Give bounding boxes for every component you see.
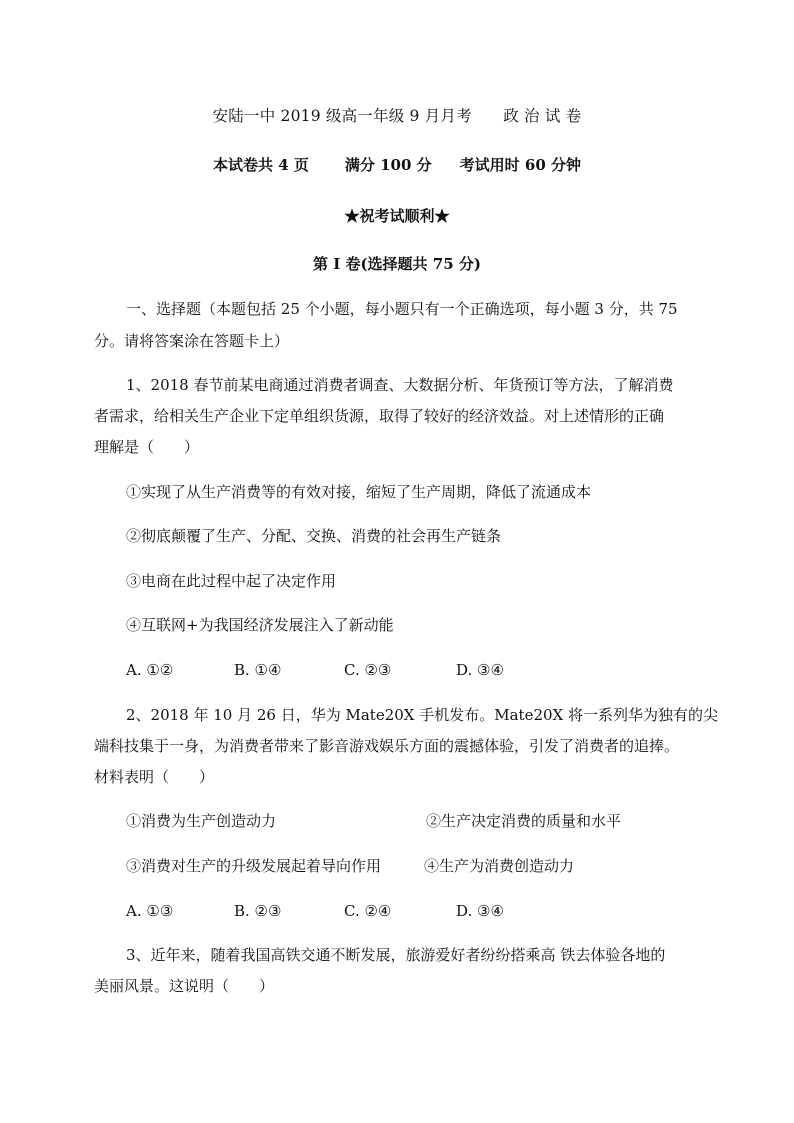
q2-option-c[interactable]: C. ②④ (344, 902, 392, 920)
q3-stem-line2: 美丽风景。这说明（ ） (94, 977, 275, 995)
q1-item-2: ②彻底颠覆了生产、分配、交换、消费的社会再生产链条 (126, 527, 502, 545)
section-title: 第 I 卷(选择题共 75 分) (313, 255, 481, 273)
q1-stem-line1: 1、2018 春节前某电商通过消费者调查、大数据分析、年货预订等方法，了解消费 (126, 376, 674, 394)
q2-stem-line1: 2、2018 年 10 月 26 日，华为 Mate20X 手机发布。Mate20X 将一系列华为独有的尖 (126, 706, 718, 724)
q2-option-a[interactable]: A. ①③ (126, 902, 174, 920)
page-count: 本试卷共 4 页 (213, 156, 309, 174)
q2-option-d[interactable]: D. ③④ (456, 902, 504, 920)
q1-option-a[interactable]: A. ①② (126, 661, 174, 679)
q2-item-3: ③消费对生产的升级发展起着导向作用 (126, 857, 382, 875)
exam-meta (0, 155, 794, 175)
q1-stem-line2: 者需求，给相关生产企业下定单组织货源，取得了较好的经济效益。对上述情形的正确 (94, 407, 665, 425)
q2-item-2: ②生产决定消费的质量和水平 (426, 812, 622, 830)
q3-stem-line1: 3、近年来，随着我国高铁交通不断发展，旅游爱好者纷纷搭乘高 铁去体验各地的 (126, 946, 666, 964)
q1-item-4: ④互联网+为我国经济发展注入了新动能 (126, 616, 394, 634)
q1-options (126, 660, 626, 680)
q2-item-4: ④生产为消费创造动力 (424, 857, 575, 875)
q2-stem-line3: 材料表明（ ） (94, 768, 215, 786)
q2-item-1: ①消费为生产创造动力 (126, 812, 277, 830)
good-luck-banner: ★祝考试顺利★ (344, 207, 450, 225)
q1-item-1: ①实现了从生产消费等的有效对接，缩短了生产周期，降低了流通成本 (126, 483, 592, 501)
full-score: 满分 100 分 (344, 156, 432, 174)
q2-option-b[interactable]: B. ②③ (234, 902, 282, 920)
q1-option-c[interactable]: C. ②③ (344, 661, 392, 679)
q2-stem-line2: 端科技集于一身，为消费者带来了影音游戏娱乐方面的震撼体验，引发了消费者的追捧。 (94, 737, 680, 755)
q1-item-3: ③电商在此过程中起了决定作用 (126, 572, 337, 590)
section-instruction-line2: 分。请将答案涂在答题卡上） (94, 332, 290, 350)
q1-option-d[interactable]: D. ③④ (456, 661, 504, 679)
exam-duration: 考试用时 60 分钟 (459, 156, 581, 174)
q1-stem-line3: 理解是（ ） (94, 438, 200, 456)
exam-title: 安陆一中 2019 级高一年级 9 月月考 政 治 试 卷 (212, 107, 582, 125)
q1-option-b[interactable]: B. ①④ (234, 661, 282, 679)
q2-options (126, 901, 626, 921)
section-instruction-line1: 一、选择题（本题包括 25 个小题，每小题只有一个正确选项，每小题 3 分，共 75 (126, 300, 678, 318)
